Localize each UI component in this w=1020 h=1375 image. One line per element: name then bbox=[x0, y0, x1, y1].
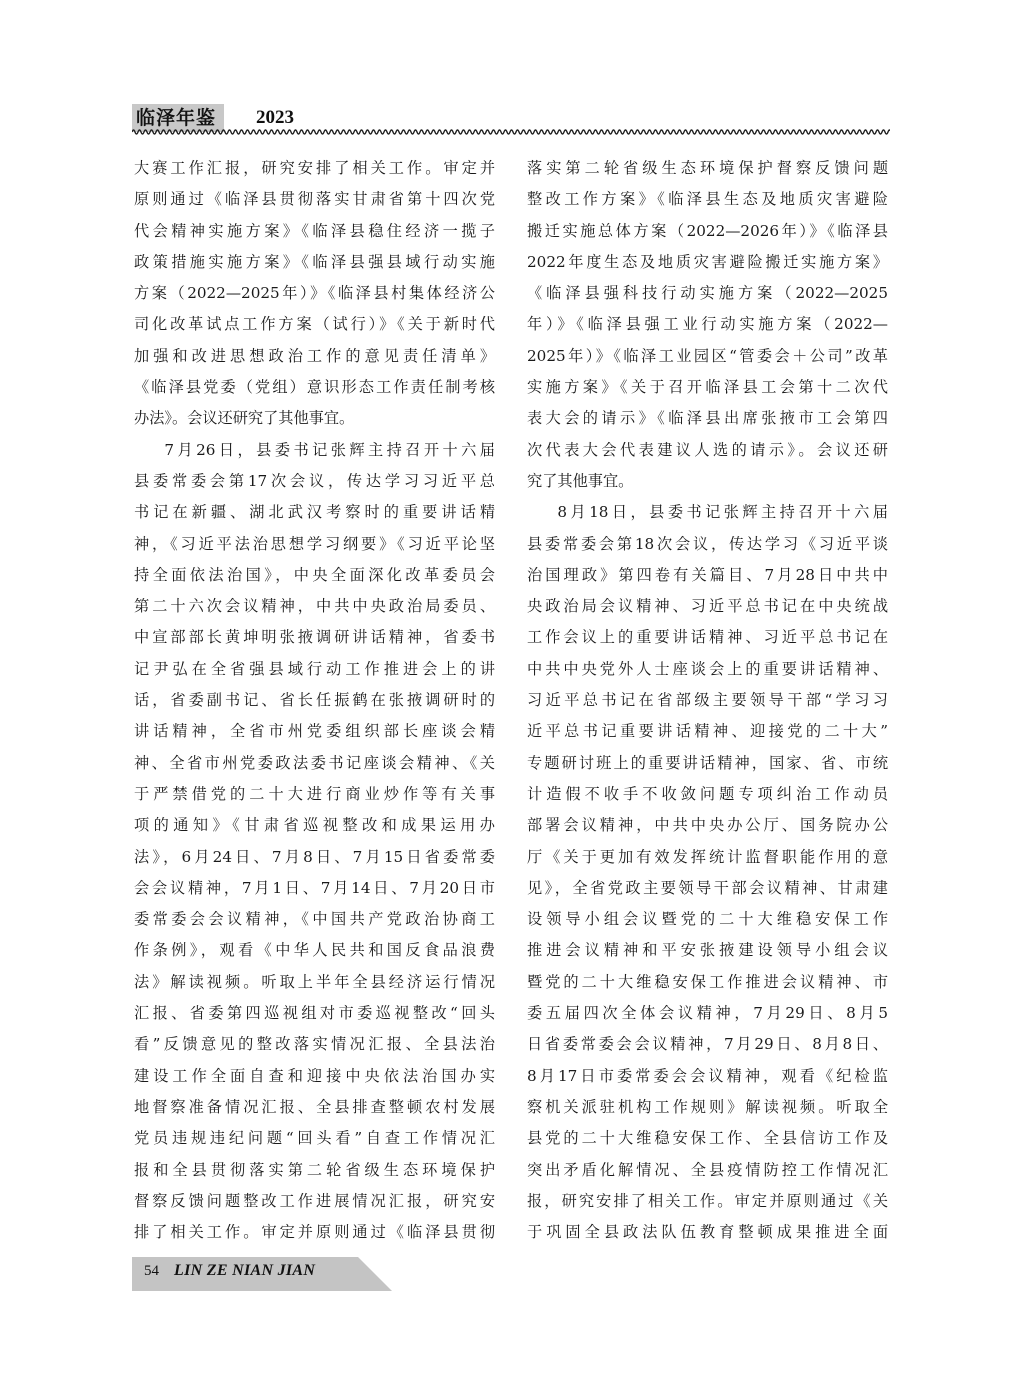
text-line: 次代表大会代表建议人选的请示》。会议还研 bbox=[527, 440, 888, 459]
text-line: 政策措施实施方案》《临泽县强县域行动实施 bbox=[134, 252, 495, 271]
yearbook-title: 临泽年鉴 bbox=[132, 104, 224, 132]
text-line: 表大会的请示》《临泽县出席张掖市工会第四 bbox=[527, 409, 888, 428]
text-line: 专题研讨班上的重要讲话精神，国家、省、市统 bbox=[527, 753, 888, 772]
text-line: 神、全省市州党委政法委书记座谈会精神、《关 bbox=[134, 753, 495, 772]
text-line: 搬迁实施总体方案（2022—2026年）》《临泽县 bbox=[527, 221, 888, 240]
text-line: 习近平总书记在省部级主要领导干部“学习习 bbox=[527, 691, 888, 710]
text-line: 《临泽县党委（党组）意识形态工作责任制考核 bbox=[134, 378, 495, 397]
text-line: 作条例》，观看《中华人民共和国反食品浪费 bbox=[134, 941, 495, 960]
text-line: 神，《习近平法治思想学习纲要》《习近平论坚 bbox=[134, 534, 495, 553]
text-line: 法》，6月24日、7月8日、7月15日省委常委 bbox=[134, 847, 495, 866]
text-line: 报，研究安排了相关工作。审定并原则通过《关 bbox=[527, 1191, 888, 1210]
page-footer bbox=[132, 1257, 394, 1291]
text-line: 整改工作方案》《临泽县生态及地质灾害避险 bbox=[527, 190, 888, 209]
text-line: 工作会议上的重要讲话精神、习近平总书记在 bbox=[527, 628, 888, 647]
text-line: 于严禁借党的二十大进行商业炒作等有关事 bbox=[134, 784, 495, 803]
text-line: 排了相关工作。审定并原则通过《临泽县贯彻 bbox=[134, 1223, 495, 1242]
text-line: 厅《关于更加有效发挥统计监督职能作用的意 bbox=[527, 847, 888, 866]
text-line: 2022年度生态及地质灾害避险搬迁实施方案》 bbox=[527, 252, 888, 271]
text-line: 计造假不收手不收敛问题专项纠治工作动员 bbox=[527, 784, 888, 803]
paragraph-august-18 bbox=[527, 497, 888, 1248]
text-line: 地督察准备情况汇报、全县排查整顿农村发展 bbox=[134, 1097, 495, 1116]
text-line: 加强和改进思想政治工作的意见责任清单》 bbox=[134, 346, 495, 365]
yearbook-year: 2023 bbox=[256, 107, 294, 128]
text-line: 近平总书记重要讲话精神、迎接党的二十大” bbox=[527, 722, 888, 741]
text-line: 突出矛盾化解情况、全县疫情防控工作情况汇 bbox=[527, 1160, 888, 1179]
text-line: 见》，全省党政主要领导干部会议精神、甘肃建 bbox=[527, 878, 888, 897]
text-line: 日省委常委会会议精神，7月29日、8月8日、 bbox=[527, 1035, 888, 1054]
text-line: 代会精神实施方案》《临泽县稳住经济一揽子 bbox=[134, 221, 495, 240]
left-text-column bbox=[134, 153, 495, 1248]
text-line: 7月26日，县委书记张辉主持召开十六届 bbox=[164, 440, 495, 459]
right-text-column bbox=[527, 153, 888, 1248]
text-line: 设领导小组会议暨党的二十大维稳安保工作 bbox=[527, 910, 888, 929]
text-line: 2025年）》《临泽工业园区“管委会＋公司”改革 bbox=[527, 346, 888, 365]
text-line: 督察反馈问题整改工作进展情况汇报，研究安 bbox=[134, 1191, 495, 1210]
text-line: 记尹弘在全省强县域行动工作推进会上的讲 bbox=[134, 659, 495, 678]
text-line: 《临泽县强科技行动实施方案（2022—2025 bbox=[527, 284, 888, 303]
text-line: 县委常委会第17次会议，传达学习习近平总 bbox=[134, 471, 495, 490]
paragraph-continued bbox=[134, 153, 495, 435]
text-line: 方案（2022—2025年）》《临泽县村集体经济公 bbox=[134, 284, 495, 303]
text-line: 中共中央党外人士座谈会上的重要讲话精神、 bbox=[527, 659, 888, 678]
text-line: 实施方案》《关于召开临泽县工会第十二次代 bbox=[527, 378, 888, 397]
running-header bbox=[132, 100, 890, 140]
paragraph-continued bbox=[527, 153, 888, 497]
text-line: 汇报、省委第四巡视组对市委巡视整改“回头 bbox=[134, 1004, 495, 1023]
text-line: 县党的二十大维稳安保工作、全县信访工作及 bbox=[527, 1129, 888, 1148]
wavy-rule bbox=[132, 126, 890, 138]
text-line: 推进会议精神和平安张掖建设领导小组会议 bbox=[527, 941, 888, 960]
text-line: 央政治局会议精神、习近平总书记在中央统战 bbox=[527, 597, 888, 616]
text-line: 大赛工作汇报，研究安排了相关工作。审定并 bbox=[134, 159, 495, 177]
text-line: 8月18日，县委书记张辉主持召开十六届 bbox=[557, 503, 888, 522]
text-line: 讲话精神，全省市州党委组织部长座谈会精 bbox=[134, 722, 495, 741]
paragraph-july-26 bbox=[134, 435, 495, 1249]
text-line: 年）》《临泽县强工业行动实施方案（2022— bbox=[527, 315, 888, 334]
text-line: 原则通过《临泽县贯彻落实甘肃省第十四次党 bbox=[134, 190, 495, 209]
text-line: 8月17日市委常委会会议精神，观看《纪检监 bbox=[527, 1066, 888, 1085]
text-line: 委常委会会议精神，《中国共产党政治协商工 bbox=[134, 910, 495, 929]
text-line: 第二十六次会议精神，中共中央政治局委员、 bbox=[134, 597, 495, 616]
text-line: 治国理政》第四卷有关篇目、7月28日中共中 bbox=[527, 565, 888, 584]
text-line: 县委常委会第18次会议，传达学习《习近平谈 bbox=[527, 534, 888, 553]
text-line: 话，省委副书记、省长任振鹤在张掖调研时的 bbox=[134, 691, 495, 710]
footer-title: LIN ZE NIAN JIAN bbox=[174, 1262, 316, 1279]
text-line: 究了其他事宜。 bbox=[527, 471, 634, 490]
text-line: 书记在新疆、湖北武汉考察时的重要讲话精 bbox=[134, 503, 495, 522]
text-line: 报和全县贯彻落实第二轮省级生态环境保护 bbox=[134, 1160, 495, 1179]
text-line: 会会议精神，7月1日、7月14日、7月20日市 bbox=[134, 878, 495, 897]
text-line: 中宣部部长黄坤明张掖调研讲话精神，省委书 bbox=[134, 628, 495, 647]
text-line: 法》解读视频。听取上半年全县经济运行情况 bbox=[134, 972, 495, 991]
text-line: 暨党的二十大维稳安保工作推进会议精神、市 bbox=[527, 972, 888, 991]
text-line: 落实第二轮省级生态环境保护督察反馈问题 bbox=[527, 159, 888, 177]
text-line: 持全面依法治国》，中央全面深化改革委员会 bbox=[134, 565, 495, 584]
text-line: 看”反馈意见的整改落实情况汇报、全县法治 bbox=[134, 1035, 495, 1054]
text-line: 于巩固全县政法队伍教育整顿成果推进全面 bbox=[527, 1223, 888, 1242]
text-line: 办法》。会议还研究了其他事宜。 bbox=[134, 409, 355, 428]
text-line: 委五届四次全体会议精神，7月29日、8月5 bbox=[527, 1004, 888, 1023]
text-line: 党员违规违纪问题“回头看”自查工作情况汇 bbox=[134, 1129, 495, 1148]
page-number: 54 bbox=[144, 1263, 159, 1279]
text-line: 项的通知》《甘肃省巡视整改和成果运用办 bbox=[134, 816, 495, 835]
text-line: 司化改革试点工作方案（试行）》《关于新时代 bbox=[134, 315, 495, 334]
text-line: 察机关派驻机构工作规则》解读视频。听取全 bbox=[527, 1097, 888, 1116]
text-line: 建设工作全面自查和迎接中央依法治国办实 bbox=[134, 1066, 495, 1085]
text-line: 部署会议精神，中共中央办公厅、国务院办公 bbox=[527, 816, 888, 835]
